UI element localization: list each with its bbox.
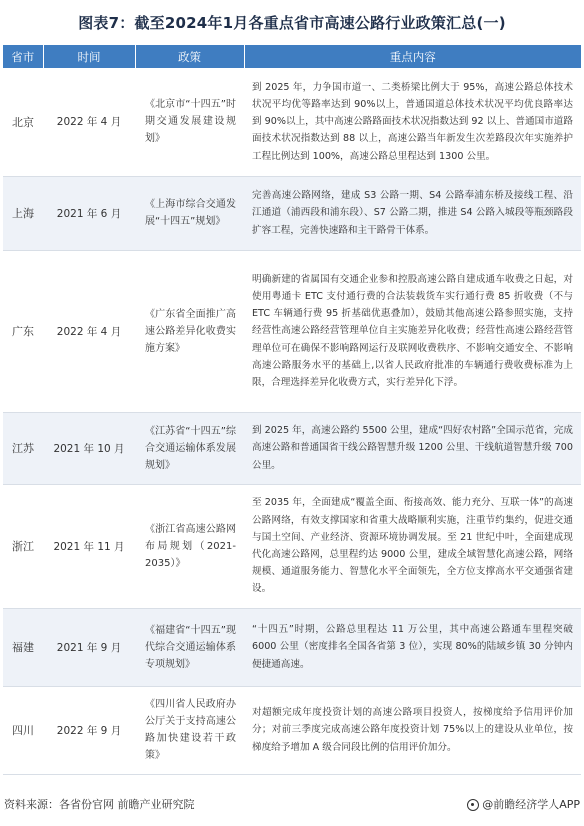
key-content-cell: 对超额完成年度投资计划的高速公路项目投资人，按梯度给予信用评价加分；对前三季度完成高速公路年度投资计划 75%以上的建设从业单位，按梯度给予增加 A 级合同段比例的信用评价加分。 <box>244 686 581 774</box>
province-cell: 福建 <box>3 608 43 686</box>
source-note: 资料来源：各省份官网 前瞻产业研究院 <box>4 798 195 811</box>
province-cell: 浙江 <box>3 484 43 608</box>
time-cell: 2022 年 4 月 <box>43 68 135 176</box>
policy-cell: 《福建省“十四五”现代综合交通运输体系专项规划》 <box>135 608 244 686</box>
time-cell: 2022 年 4 月 <box>43 250 135 412</box>
table-row <box>3 250 581 412</box>
policy-cell: 《江苏省“十四五”综合交通运输体系发展规划》 <box>135 412 244 484</box>
policy-table <box>3 45 581 775</box>
table-row <box>3 608 581 686</box>
brand-logo-icon <box>467 799 479 811</box>
time-cell: 2021 年 11 月 <box>43 484 135 608</box>
key-content-cell: 到 2025 年，高速公路约 5500 公里，建成“四好农村路”全国示范省，完成高速公路和普通国省干线公路智慧升级 1200 公里、干线航道智慧升级 700 公里。 <box>244 412 581 484</box>
header-time: 时间 <box>43 45 135 68</box>
table-row <box>3 484 581 608</box>
table-header-row <box>3 45 581 68</box>
policy-cell: 《浙江省高速公路网布局规划（2021-2035）》 <box>135 484 244 608</box>
province-cell: 北京 <box>3 68 43 176</box>
key-content-cell: “十四五”时期，公路总里程达 11 万公里，其中高速公路通车里程突破 6000 公里（密度排名全国各省第 3 位），实现 80%的陆域乡镇 30 分钟内便捷通高速。 <box>244 608 581 686</box>
policy-cell: 《上海市综合交通发展“十四五”规划》 <box>135 176 244 250</box>
key-content-cell: 到 2025 年，力争国市道一、二类桥梁比例大于 95%，高速公路总体技术状况平均优等路率达到 90%以上，普通国道总体技术状况平均优良路率达到 90%以上，其中高速公路路面技术状况指数达到 92 以上、普通国市道路面技术状况指数达到 88 以上，高速公路当年新发生次差路段次年实施养护工程比例达到 100%，高速公路总里程达到 1300 公里。 <box>244 68 581 176</box>
header-policy: 政策 <box>135 45 244 68</box>
province-cell: 上海 <box>3 176 43 250</box>
time-cell: 2021 年 6 月 <box>43 176 135 250</box>
brand-credit <box>467 797 580 813</box>
policy-cell: 《北京市“十四五”时期交通发展建设规划》 <box>135 68 244 176</box>
key-content-cell: 明确新建的省属国有交通企业参和控股高速公路自建成通车收费之日起，对使用粤通卡 ETC 支付通行费的合法装载货车实行通行费 85 折收费（不与 ETC 车辆通行费 95 折基础优惠叠加），鼓励其他高速公路参照实施，支持经营性高速公路经营管理单位自主实施差异化收费；经营性高速公路经营管理单位可在确保不影响路网运行及联网收费秩序、不影响交通安全、不影响高速公路服务水平的基础上,以省人民政府批准的车辆通行费收费标准为上限，合理选择差异化收费方式，实行差异化下浮。 <box>244 250 581 412</box>
key-content-cell: 至 2035 年，全面建成“覆盖全面、衔接高效、能力充分、互联一体”的高速公路网络，有效支撑国家和省重大战略顺利实施，注重节约集约，促进交通与国土空间、产业经济、资源环境协调发展。至 21 世纪中叶，全面建成现代化高速公路网，总里程约达 9000 公里，建成全域智慧化高速公路，网络规模、通道服务能力、智慧化水平全面领先，全方位支撑高水平交通强省建设。 <box>244 484 581 608</box>
brand-credit-label: @前瞻经济学人APP <box>482 798 580 811</box>
policy-cell: 《四川省人民政府办公厅关于支持高速公路加快建设若干政策》 <box>135 686 244 774</box>
header-province: 省市 <box>3 45 43 68</box>
policy-cell: 《广东省全面推广高速公路差异化收费实施方案》 <box>135 250 244 412</box>
table-row <box>3 68 581 176</box>
time-cell: 2021 年 9 月 <box>43 608 135 686</box>
time-cell: 2022 年 9 月 <box>43 686 135 774</box>
province-cell: 江苏 <box>3 412 43 484</box>
table-row <box>3 686 581 774</box>
header-key-content: 重点内容 <box>244 45 581 68</box>
page-title: 图表7：截至2024年1月各重点省市高速公路行业政策汇总(一) <box>78 14 506 32</box>
province-cell: 广东 <box>3 250 43 412</box>
time-cell: 2021 年 10 月 <box>43 412 135 484</box>
key-content-cell: 完善高速公路网络，建成 S3 公路一期、S4 公路奉浦东桥及接线工程、沿江通道（浦西段和浦东段）、S7 公路二期，推进 S4 公路入城段等瓶颈路段扩容工程，完善快速路和主干路骨干体系。 <box>244 176 581 250</box>
table-row <box>3 176 581 250</box>
table-row <box>3 412 581 484</box>
province-cell: 四川 <box>3 686 43 774</box>
